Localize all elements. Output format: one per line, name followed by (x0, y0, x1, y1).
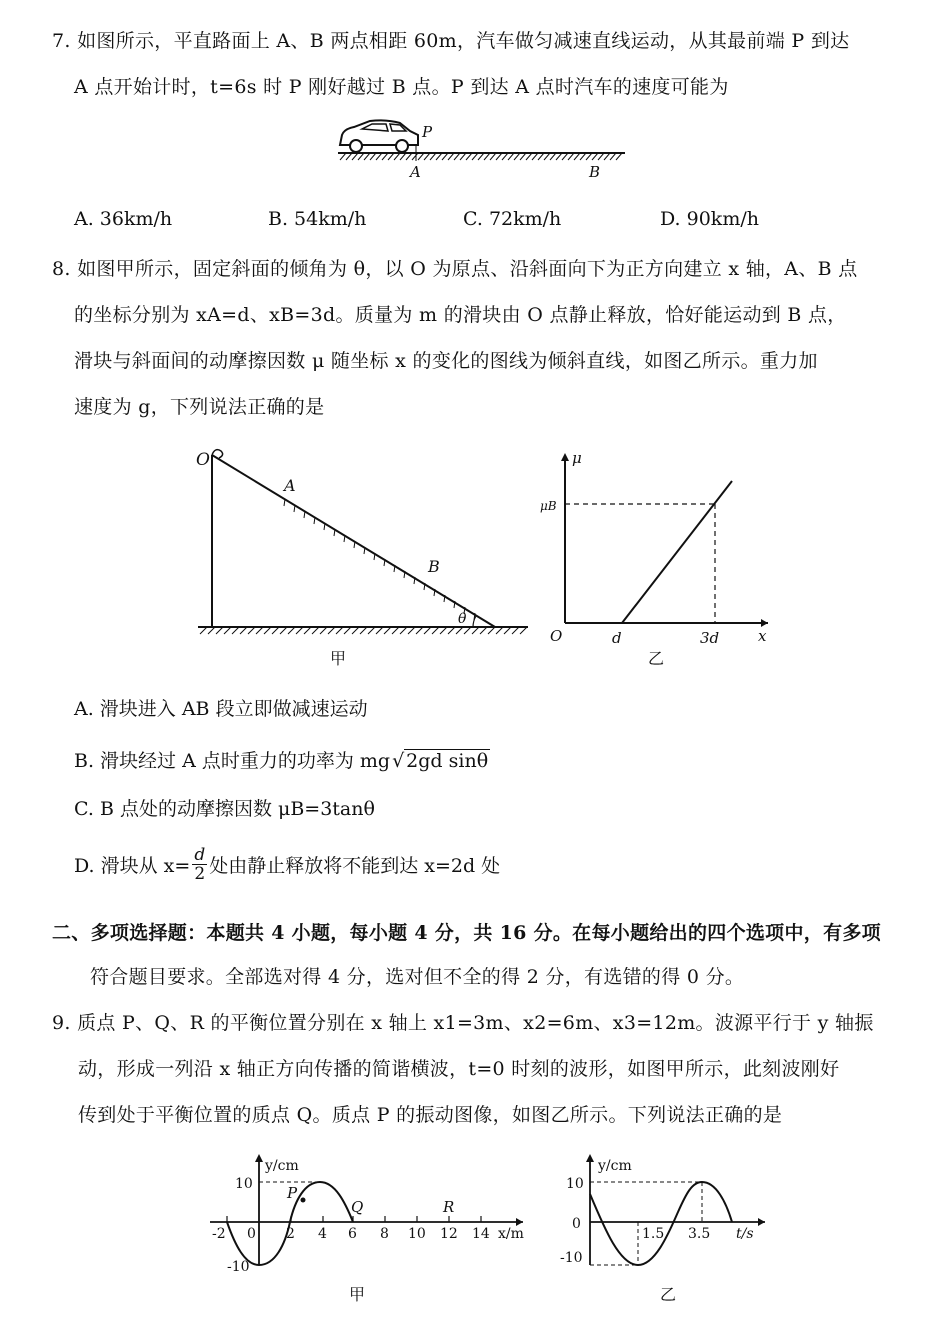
x-tick-10: 10 (408, 1226, 426, 1242)
point-b-label: B (589, 163, 601, 181)
figure-caption-yi: 乙 (660, 1285, 677, 1304)
q7-option-d: D. 90km/h (660, 208, 759, 230)
point-p-label: P (287, 1184, 298, 1202)
q9-stem-line-1: 9. 质点 P、Q、R 的平衡位置分别在 x 轴上 x1=3m、x2=6m、x3=12m。波源平行于 y 轴振 (52, 1012, 874, 1034)
fraction-numerator: d (194, 845, 206, 865)
mu-b-tick-label: μB (540, 499, 557, 513)
x-tick-0: 0 (247, 1226, 256, 1242)
point-r-label: R (443, 1198, 455, 1216)
car-icon (340, 120, 418, 152)
sqrt-icon: √ (392, 750, 405, 772)
fraction-denominator: 2 (194, 864, 206, 884)
q8-option-b (74, 746, 490, 773)
q7-stem-line-1: 7. 如图所示，平直路面上 A、B 两点相距 60m，汽车做匀减速直线运动，从其最前端 P 到达 (52, 30, 850, 52)
t-tick-3-5: 3.5 (688, 1226, 711, 1242)
q8-friction-graph (540, 445, 780, 675)
y-tick-neg10: -10 (227, 1259, 250, 1275)
y-tick-10: 10 (235, 1176, 253, 1192)
q9-stem-line-2: 动，形成一列沿 x 轴正方向传播的简谐横波，t=0 时刻的波形，如图甲所示，此刻波刚好 (78, 1058, 840, 1080)
point-b-label: B (428, 557, 440, 576)
x-tick-2: 2 (286, 1226, 295, 1242)
x-tick-neg2: -2 (212, 1226, 226, 1242)
q7-stem-line-2: A 点开始计时，t=6s 时 P 刚好越过 B 点。P 到达 A 点时汽车的速度可能为 (74, 76, 729, 98)
q8-option-d (74, 846, 500, 883)
q8-option-d-text-2: 处由静止释放将不能到达 x=2d 处 (209, 855, 501, 877)
origin-o-label: O (196, 450, 210, 470)
point-p-dot (301, 1198, 306, 1203)
origin-o-label: O (550, 627, 563, 645)
figure-caption-jia: 甲 (349, 1285, 366, 1304)
x-axis-label: x (758, 627, 767, 645)
q8-stem-line-1: 8. 如图甲所示，固定斜面的倾角为 θ，以 O 为原点、沿斜面向下为正方向建立 x 轴，A、B 点 (52, 258, 858, 280)
q7-road-figure (330, 115, 630, 185)
point-a-label: A (410, 163, 421, 181)
x-tick-12: 12 (440, 1226, 458, 1242)
y-tick-neg10: -10 (560, 1250, 583, 1266)
figure-caption-yi: 乙 (648, 649, 665, 668)
y-tick-0: 0 (572, 1216, 581, 1232)
section-2-heading-line-2: 符合题目要求。全部选对得 4 分，选对但不全的得 2 分，有选错的得 0 分。 (90, 966, 745, 988)
y-axis-label: y/cm (265, 1158, 299, 1174)
t-tick-1-5: 1.5 (642, 1226, 665, 1242)
q7-option-c: C. 72km/h (463, 208, 562, 230)
q9-vibration-figure (560, 1150, 775, 1310)
y-axis-label: μ (572, 449, 582, 467)
x-tick-4: 4 (318, 1226, 327, 1242)
q7-option-a: A. 36km/h (74, 208, 173, 230)
q9-waveform-figure (205, 1150, 540, 1310)
q8-stem-line-4: 速度为 g，下列说法正确的是 (74, 396, 325, 418)
q9-stem-line-3: 传到处于平衡位置的质点 Q。质点 P 的振动图像，如图乙所示。下列说法正确的是 (78, 1104, 783, 1126)
q8-option-a: A. 滑块进入 AB 段立即做减速运动 (74, 698, 368, 720)
x-tick-14: 14 (472, 1226, 490, 1242)
point-a-label: A (284, 476, 296, 495)
q8-stem-line-3: 滑块与斜面间的动摩擦因数 μ 随坐标 x 的变化的图线为倾斜直线，如图乙所示。重力加 (74, 350, 818, 372)
q7-option-b: B. 54km/h (268, 208, 367, 230)
figure-caption-jia: 甲 (330, 649, 347, 668)
q8-option-d-text-1: D. 滑块从 x= (74, 855, 191, 877)
point-p-label: P (422, 123, 433, 141)
3d-tick-label: 3d (700, 629, 720, 647)
d-tick-label: d (612, 629, 622, 647)
t-axis-label: t/s (736, 1226, 754, 1242)
y-axis-label: y/cm (598, 1158, 632, 1174)
q8-incline-figure (190, 445, 535, 675)
theta-label: θ (458, 611, 467, 627)
point-q-label: Q (351, 1198, 364, 1216)
q8-option-b-radicand: 2gd sinθ (406, 750, 489, 772)
fraction-d-over-2 (192, 846, 207, 883)
y-tick-10: 10 (566, 1176, 584, 1192)
x-axis-label: x/m (498, 1226, 524, 1242)
vibration-curve (590, 1182, 732, 1265)
x-tick-8: 8 (380, 1226, 389, 1242)
q8-option-c: C. B 点处的动摩擦因数 μB=3tanθ (74, 798, 375, 820)
q8-option-b-text: B. 滑块经过 A 点时重力的功率为 mg (74, 750, 391, 772)
section-2-heading-line-1: 二、多项选择题：本题共 4 小题，每小题 4 分，共 16 分。在每小题给出的四个选项中，有多项 (52, 922, 881, 944)
x-tick-6: 6 (348, 1226, 357, 1242)
q8-stem-line-2: 的坐标分别为 xA=d、xB=3d。质量为 m 的滑块由 O 点静止释放，恰好能运动到 B 点， (74, 304, 847, 326)
